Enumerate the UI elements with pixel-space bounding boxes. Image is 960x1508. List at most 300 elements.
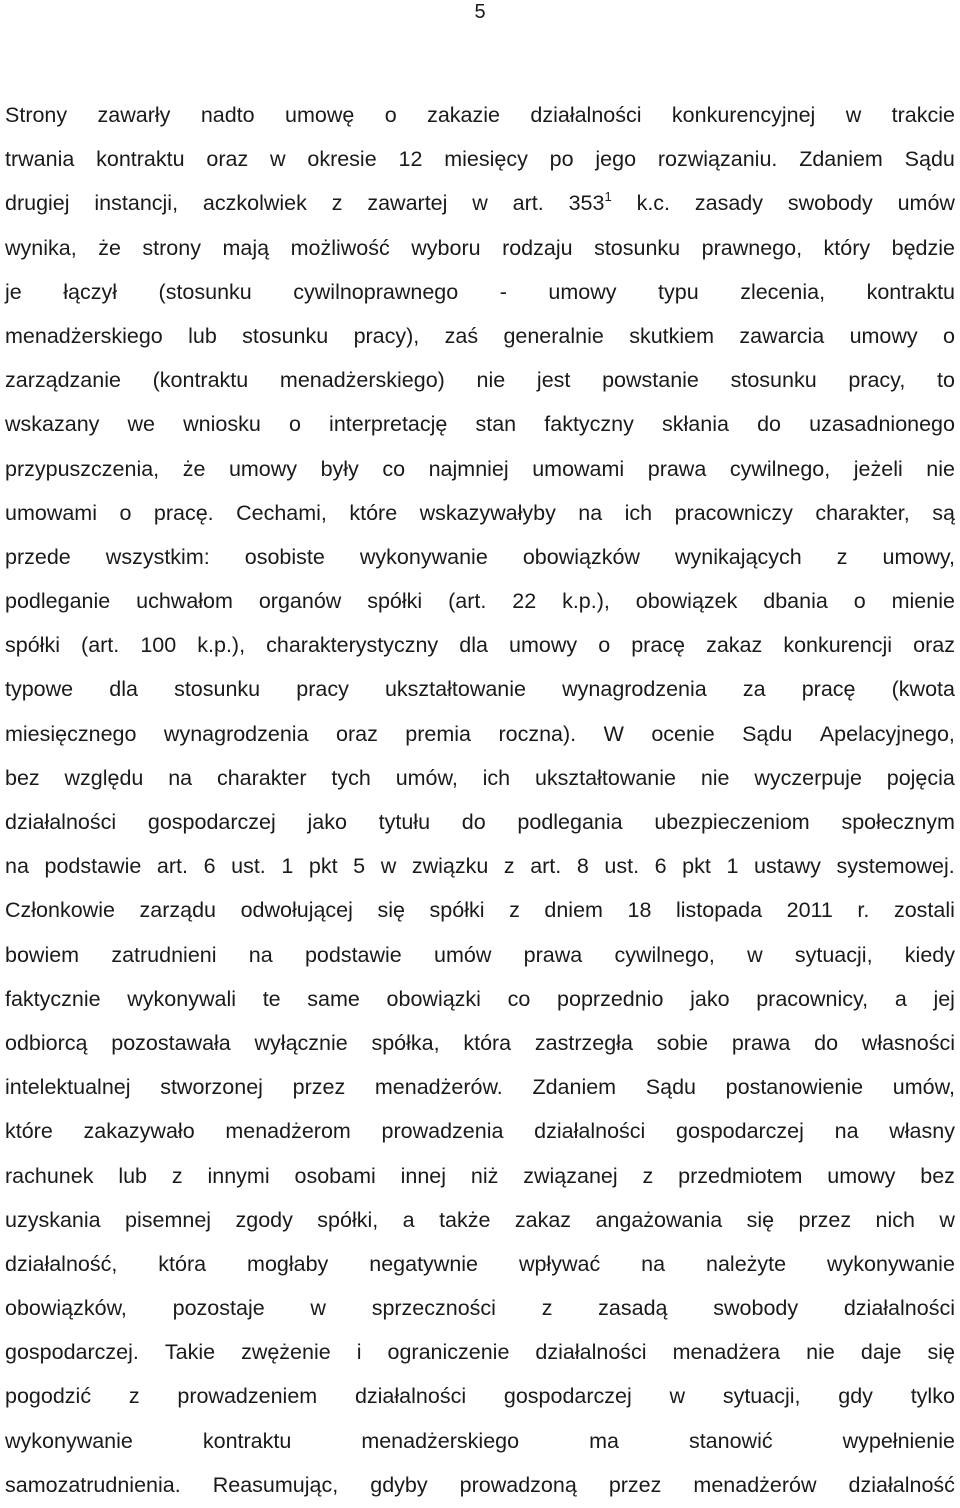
word: dla — [109, 677, 138, 702]
word: działalność, — [5, 1251, 118, 1276]
word: $353^1$ — [568, 189, 612, 216]
word: wykonywali — [127, 986, 237, 1011]
word: prowadzenia — [381, 1119, 504, 1144]
word: na — [578, 500, 603, 525]
word: nie — [806, 1340, 835, 1365]
text-line — [5, 1065, 955, 1109]
word: (kwota — [891, 677, 955, 702]
text-line — [5, 667, 955, 711]
word: kontraktu — [202, 1428, 292, 1453]
word: 6 — [203, 854, 216, 879]
word: stosunku — [174, 677, 261, 702]
word: że — [98, 235, 121, 260]
word: w — [380, 854, 397, 879]
word: sprzeczności — [371, 1296, 496, 1321]
word: poprzednio — [557, 986, 664, 1011]
word: działalności — [535, 1340, 647, 1365]
word: gospodarczej — [503, 1384, 632, 1409]
word: umowy — [827, 1163, 896, 1188]
word: innymi — [207, 1163, 270, 1188]
word: ich — [482, 765, 511, 790]
text-line — [5, 844, 955, 888]
word: wynagrodzenia — [562, 677, 707, 702]
word: który — [823, 235, 871, 260]
word: o — [853, 589, 866, 614]
word: zawarły — [97, 103, 171, 127]
word: zawartej — [367, 191, 448, 216]
word: z — [128, 1384, 140, 1409]
word: w — [270, 147, 286, 172]
text-line — [5, 1198, 955, 1242]
word: wszystkim: — [105, 544, 210, 569]
word: nie — [476, 368, 506, 393]
word: Sądu — [904, 147, 955, 172]
word: art. — [512, 191, 544, 216]
word: premia — [405, 721, 471, 746]
word: że — [182, 456, 206, 481]
text-line — [5, 93, 955, 137]
word: pozostaje — [172, 1296, 265, 1321]
word: kontraktu — [866, 279, 955, 304]
word: wynikających — [675, 544, 802, 569]
word: rachunek — [5, 1163, 94, 1188]
word: sytuacji, — [794, 942, 873, 967]
word: obowiązków, — [5, 1296, 127, 1321]
word: działalność — [848, 1472, 955, 1497]
word: własności — [861, 1030, 955, 1055]
word: nie — [700, 765, 730, 790]
word: tytułu — [378, 810, 431, 834]
word: pracy, — [848, 368, 906, 393]
word: na — [5, 854, 29, 879]
word: najmniej — [428, 456, 509, 481]
text-line — [5, 535, 955, 579]
word: a — [402, 1207, 415, 1232]
word: Takie — [164, 1340, 216, 1365]
word: jest — [536, 368, 571, 393]
text-line — [5, 1286, 955, 1330]
word: osobami — [294, 1163, 376, 1188]
word: Sądu — [645, 1075, 696, 1100]
word: umowę — [285, 103, 355, 127]
text-line — [5, 1463, 955, 1507]
word: wniosku — [183, 412, 261, 437]
word: charakter — [216, 765, 307, 790]
word: charakterystyczny — [266, 633, 439, 658]
text-line — [5, 358, 955, 402]
word: 1 — [726, 854, 739, 879]
word: rozwiązaniu. — [657, 147, 778, 172]
word: na — [834, 1119, 859, 1144]
word: prawa — [647, 456, 707, 481]
word: listopada — [675, 898, 763, 923]
word: 22 — [512, 589, 537, 614]
word: prawnego, — [701, 235, 803, 260]
word: przede — [5, 544, 71, 569]
word: Reasumując, — [212, 1472, 339, 1497]
word: (kontraktu — [152, 368, 249, 393]
word: a — [894, 986, 907, 1011]
word: wyboru — [411, 235, 481, 260]
word: (art. — [448, 589, 487, 614]
word: pkt — [308, 854, 338, 879]
word: wykonywanie — [5, 1428, 133, 1453]
word: Zdaniem — [799, 147, 883, 172]
text-line — [5, 579, 955, 623]
word: prowadzoną — [459, 1472, 577, 1497]
word: menadżera — [672, 1340, 781, 1365]
text-line — [5, 447, 955, 491]
word: jej — [933, 986, 955, 1011]
word: wypełnienie — [842, 1428, 955, 1453]
word: gospodarczej. — [5, 1340, 139, 1365]
text-line — [5, 1330, 955, 1374]
word: pisemnej — [125, 1207, 212, 1232]
word: Zdaniem — [532, 1075, 617, 1100]
word: - — [499, 279, 507, 304]
word: o — [943, 323, 955, 348]
word: strony — [142, 235, 201, 260]
word: będzie — [891, 235, 955, 260]
word: typowe — [5, 677, 74, 702]
word: 8 — [576, 854, 589, 879]
word: pracy), — [353, 323, 420, 348]
word: roczna). — [498, 721, 577, 746]
word: społecznym — [841, 810, 955, 834]
word: generalnie — [503, 323, 604, 348]
word: umowy — [509, 633, 578, 658]
word: i — [356, 1340, 362, 1365]
word: zostali — [893, 898, 955, 923]
word: zarządu — [139, 898, 216, 923]
word: prowadzeniem — [177, 1384, 318, 1409]
word: zarządzanie — [5, 368, 121, 393]
word: umowy — [849, 323, 918, 348]
word: się — [746, 1207, 775, 1232]
text-line — [5, 314, 955, 358]
word: łączył — [63, 279, 118, 304]
word: do — [814, 1030, 839, 1055]
word: trwania — [5, 147, 75, 172]
word: intelektualnej — [5, 1075, 131, 1100]
word: k.p.), — [562, 589, 610, 614]
word: 1 — [281, 854, 294, 879]
word: zaś — [444, 323, 479, 348]
word: Strony — [5, 103, 68, 127]
word: drugiej — [5, 191, 70, 216]
word: pogodzić — [5, 1384, 92, 1409]
word: (art. — [81, 633, 120, 658]
word: systemowej. — [836, 854, 955, 879]
word: sytuacji, — [722, 1384, 801, 1409]
word: miesięcy — [444, 147, 528, 172]
word: które — [5, 1119, 53, 1144]
word: wykonywanie — [827, 1251, 955, 1276]
word: umów — [897, 191, 955, 216]
word: podstawie — [44, 854, 142, 879]
word: na — [168, 765, 193, 790]
word: się — [377, 898, 405, 923]
text-line — [5, 181, 955, 225]
word: przez — [608, 1472, 662, 1497]
word: umów, — [892, 1075, 955, 1100]
word: konkurencji — [783, 633, 893, 658]
word: tylko — [910, 1384, 955, 1409]
word: skutkiem — [629, 323, 715, 348]
word: działalności — [530, 103, 642, 127]
text-line — [5, 623, 955, 667]
word: menadżerów — [693, 1472, 817, 1497]
word: spółki — [429, 898, 485, 923]
word: związku — [411, 854, 489, 879]
word: do — [757, 412, 781, 437]
word: z — [509, 898, 520, 923]
word: umów, — [395, 765, 458, 790]
word: innej — [400, 1163, 447, 1188]
word: stan — [475, 412, 517, 437]
word: zakaz — [514, 1207, 572, 1232]
word: z — [503, 854, 515, 879]
word: stosunku — [594, 235, 681, 260]
word: gdy — [838, 1384, 873, 1409]
word: nadto — [200, 103, 255, 127]
text-line — [5, 226, 955, 270]
word: z — [642, 1163, 654, 1188]
word: Sądu — [742, 721, 793, 746]
word: bez — [5, 765, 40, 790]
word: zwężenie — [241, 1340, 331, 1365]
text-line — [5, 1109, 955, 1153]
word: organów — [258, 589, 342, 614]
word: kiedy — [904, 942, 955, 967]
word: do — [461, 810, 486, 834]
word: art. — [156, 854, 188, 879]
word: negatywnie — [369, 1251, 479, 1276]
text-line — [5, 933, 955, 977]
text-line — [5, 1021, 955, 1065]
text-line — [5, 137, 955, 181]
word: która — [463, 1030, 512, 1055]
word: pracowniczy — [674, 500, 793, 525]
text-line — [5, 1419, 955, 1463]
word: jeżeli — [853, 456, 903, 481]
word: bowiem — [5, 942, 80, 967]
word: podleganie — [5, 589, 111, 614]
word: wynika, — [5, 235, 77, 260]
word: wykonywanie — [359, 544, 488, 569]
word: cywilnego, — [614, 942, 715, 967]
word: mają — [222, 235, 270, 260]
word: pracy — [296, 677, 349, 702]
word: dla — [459, 633, 488, 658]
word: oraz — [913, 633, 955, 658]
word: ukształtowanie — [384, 677, 526, 702]
word: Cechami, — [236, 500, 327, 525]
word: na — [248, 942, 273, 967]
word: obowiązki — [386, 986, 481, 1011]
word: tych — [331, 765, 371, 790]
word: zakaz — [706, 633, 763, 658]
word: ustawy — [753, 854, 821, 879]
word: jako — [307, 810, 347, 834]
word: te — [262, 986, 281, 1011]
word: zakazywało — [83, 1119, 195, 1144]
word: faktyczny — [544, 412, 634, 437]
word: swobody — [787, 191, 873, 216]
word: charakter, — [815, 500, 910, 525]
word: ukształtowanie — [534, 765, 676, 790]
word: r. — [857, 898, 870, 923]
word: wyczerpuje — [754, 765, 862, 790]
word: powstanie — [602, 368, 699, 393]
word: menadżerskiego) — [279, 368, 445, 393]
word: mogłaby — [247, 1251, 329, 1276]
word: k.p.), — [197, 633, 246, 658]
word: własny — [889, 1119, 955, 1144]
word: je — [5, 279, 22, 304]
word: o — [384, 103, 397, 127]
word: 6 — [654, 854, 667, 879]
word: prawa — [731, 1030, 791, 1055]
word: interpretację — [329, 412, 448, 437]
word: sobie — [656, 1030, 709, 1055]
word: daje — [860, 1340, 902, 1365]
word: dbania — [763, 589, 828, 614]
word: co — [382, 456, 406, 481]
word: w — [939, 1207, 955, 1232]
word: pozostawała — [111, 1030, 231, 1055]
word: ich — [624, 500, 653, 525]
word: pracę. — [153, 500, 214, 525]
word: pkt — [682, 854, 711, 879]
word: rodzaju — [502, 235, 573, 260]
word: 12 — [398, 147, 423, 172]
word: stworzonej — [160, 1075, 263, 1100]
word: odwołującej — [240, 898, 353, 923]
word: to — [936, 368, 955, 393]
word: która — [158, 1251, 207, 1276]
word: przypuszczenia, — [5, 456, 160, 481]
word: lub — [188, 323, 217, 348]
word: dniem — [544, 898, 603, 923]
text-line — [5, 1374, 955, 1418]
word: umowami — [5, 500, 97, 525]
word: art. — [530, 854, 562, 879]
word: w — [845, 103, 862, 127]
word: typu — [658, 279, 699, 304]
word: mienie — [891, 589, 955, 614]
word: nie — [926, 456, 955, 481]
word: o — [598, 633, 611, 658]
word: prawa — [523, 942, 583, 967]
text-line — [5, 491, 955, 535]
page-number: 5 — [474, 1, 486, 23]
word: (stosunku — [158, 279, 252, 304]
word: stanowić — [688, 1428, 773, 1453]
word: postanowienie — [725, 1075, 864, 1100]
word: w — [310, 1296, 326, 1321]
word: także — [439, 1207, 491, 1232]
word: pracę — [801, 677, 856, 702]
word: uchwałom — [136, 589, 233, 614]
word: odbiorcą — [5, 1030, 88, 1055]
body-text — [5, 93, 955, 1507]
word: wynagrodzenia — [163, 721, 309, 746]
word: spółki — [367, 589, 423, 614]
text-line — [5, 270, 955, 314]
word: lub — [118, 1163, 148, 1188]
word: uzasadnionego — [809, 412, 955, 437]
word: 5 — [353, 854, 366, 879]
word: spółki — [5, 633, 60, 658]
word: oraz — [336, 721, 378, 746]
word: umowy — [228, 456, 298, 481]
word: menadżerom — [225, 1119, 351, 1144]
word: W — [603, 721, 624, 746]
word: z — [541, 1296, 553, 1321]
word: miesięcznego — [5, 721, 137, 746]
word: gospodarczej — [676, 1119, 804, 1144]
word: wskazany — [5, 412, 100, 437]
word: po — [549, 147, 574, 172]
word: zakazie — [427, 103, 500, 127]
word: ubezpieczeniom — [654, 810, 810, 834]
word: były — [320, 456, 359, 481]
word: na — [641, 1251, 666, 1276]
word: należyte — [706, 1251, 787, 1276]
word: pojęcia — [886, 765, 955, 790]
word: zgody — [235, 1207, 293, 1232]
word: z — [331, 191, 343, 216]
word: działalności — [354, 1384, 467, 1409]
word: umowy — [548, 279, 617, 304]
word: związanej — [523, 1163, 618, 1188]
word: nich — [875, 1207, 915, 1232]
word: 100 — [140, 633, 177, 658]
word: Apelacyjnego, — [819, 721, 955, 746]
word: działalności — [843, 1296, 955, 1321]
word: okresie — [307, 147, 377, 172]
word: podstawie — [304, 942, 402, 967]
word: we — [127, 412, 156, 437]
word: menadżerskiego — [361, 1428, 520, 1453]
word: możliwość — [290, 235, 390, 260]
text-line — [5, 977, 955, 1021]
text-line — [5, 800, 955, 844]
word: wyłącznie — [254, 1030, 348, 1055]
word: które — [349, 500, 398, 525]
word: faktycznie — [5, 986, 101, 1011]
word: aczkolwiek — [202, 191, 307, 216]
text-line — [5, 1154, 955, 1198]
word: się — [927, 1340, 955, 1365]
word: ograniczenie — [387, 1340, 510, 1365]
word: gospodarczej — [147, 810, 276, 834]
word: zasadą — [598, 1296, 668, 1321]
word: wpływać — [518, 1251, 601, 1276]
word: bez — [920, 1163, 955, 1188]
word: ust. — [604, 854, 640, 879]
word: w — [747, 942, 763, 967]
word: osobiste — [244, 544, 325, 569]
word: uzyskania — [5, 1207, 101, 1232]
text-line — [5, 756, 955, 800]
word: przedmiotem — [678, 1163, 803, 1188]
word: zatrudnieni — [111, 942, 217, 967]
word: o — [288, 412, 301, 437]
word: same — [307, 986, 360, 1011]
word: umowy, — [882, 544, 955, 569]
